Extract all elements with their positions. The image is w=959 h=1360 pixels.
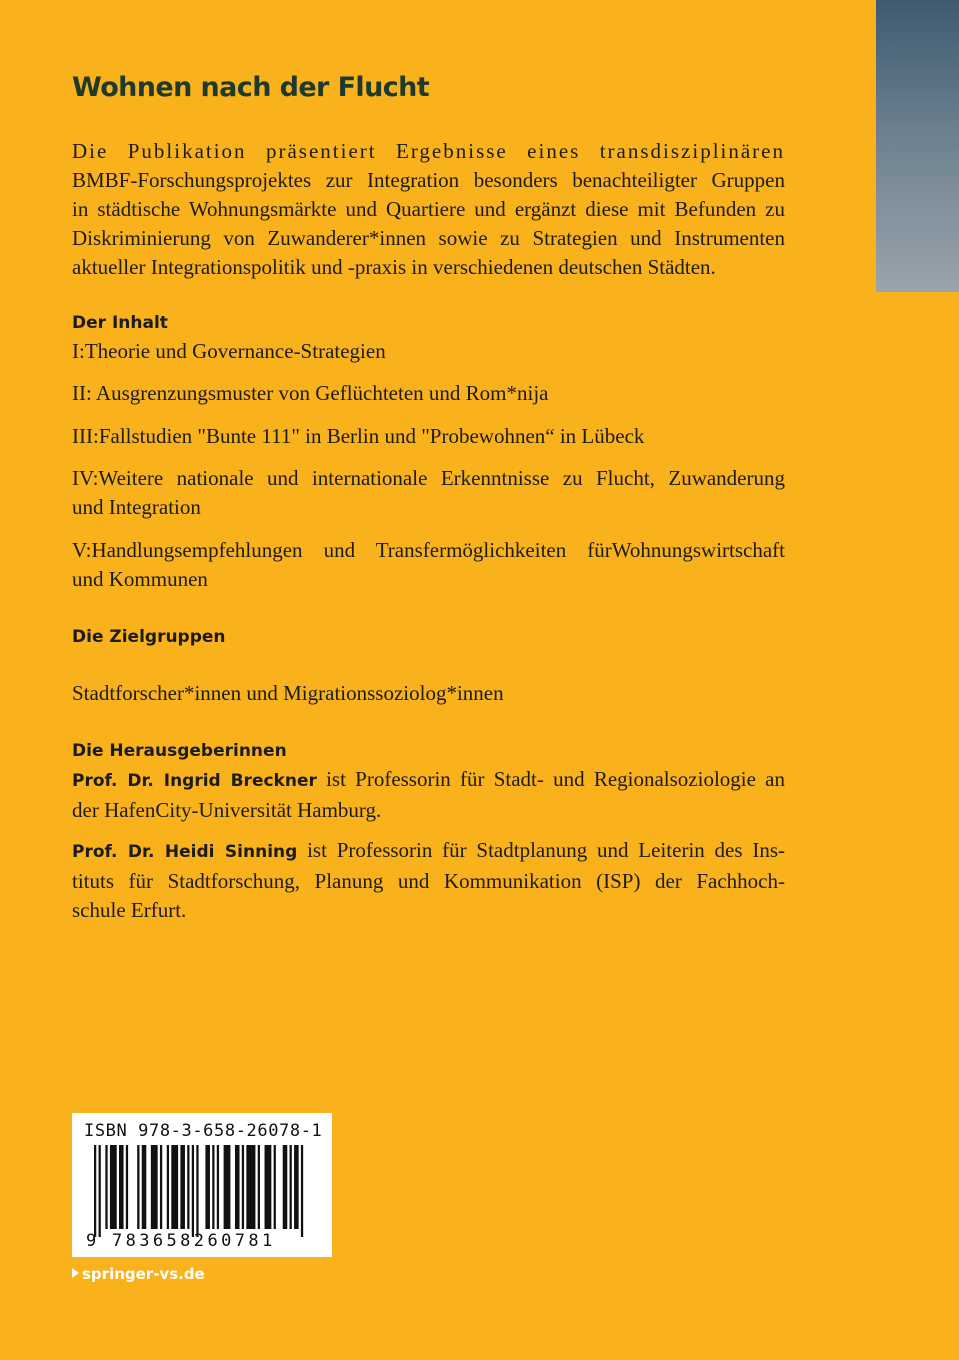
book-title: Wohnen nach der Flucht — [72, 72, 430, 103]
inhalt-item-4 — [72, 464, 785, 522]
inhalt-item-line: und Integration — [72, 495, 201, 519]
barcode-bar — [246, 1145, 255, 1229]
barcode-bar — [171, 1145, 178, 1229]
barcode-bar — [283, 1145, 288, 1229]
barcode-bars — [94, 1145, 310, 1237]
barcode-bar — [301, 1145, 303, 1237]
herausgeberinnen-heading: Die Herausgeberinnen — [72, 741, 287, 761]
intro-line: Diskriminierung von Zuwanderer*innen sowie zu Strategien und Instrumenten — [72, 226, 785, 250]
intro-paragraph — [72, 137, 785, 282]
inhalt-item-line: I:Theorie und Governance-Strategien — [72, 339, 386, 363]
inhalt-item-line: II: Ausgrenzungsmuster von Geflüchteten und Rom*nija — [72, 381, 549, 405]
zielgruppen-text: Stadtforscher*innen und Migrationssoziolog*innen — [72, 681, 504, 705]
editor-1-line-2: der HafenCity-Universität Hamburg. — [72, 798, 382, 822]
editor-2-line — [72, 836, 785, 867]
inhalt-item-line: III:Fallstudien "Bunte 111" in Berlin und "Probewohnen“ in Lübeck — [72, 424, 645, 448]
barcode-bar — [242, 1145, 244, 1229]
editor-1-line — [72, 765, 785, 796]
inhalt-item-2 — [72, 379, 785, 408]
editor-1-name: Prof. Dr. Ingrid Breckner — [72, 771, 317, 791]
inhalt-item-5 — [72, 536, 785, 594]
editor-2-bio — [72, 836, 785, 925]
barcode-bar — [180, 1145, 185, 1229]
cover-corner-panel — [876, 0, 959, 292]
barcode-bar — [205, 1145, 210, 1229]
barcode-bar — [187, 1145, 189, 1229]
zielgruppen-heading: Die Zielgruppen — [72, 627, 226, 647]
publisher-link-text: springer-vs.de — [82, 1265, 205, 1283]
barcode-bar — [110, 1145, 117, 1229]
barcode-bar — [119, 1145, 124, 1229]
barcode-bar — [235, 1145, 240, 1229]
intro-line: in städtische Wohnungsmärkte und Quartiere und ergänzt diese mit Befunden zu — [72, 197, 785, 221]
barcode-bar — [142, 1145, 147, 1229]
barcode-bar — [105, 1145, 107, 1229]
barcode-bar — [290, 1145, 292, 1229]
barcode-bar — [294, 1145, 299, 1229]
inhalt-item-line: und Kommunen — [72, 567, 208, 591]
barcode-bar — [212, 1145, 214, 1229]
isbn-label: ISBN 978-3-658-26078-1 — [84, 1121, 323, 1141]
arrow-right-icon — [72, 1268, 79, 1278]
editor-1-text: ist Professorin für Stadt- und Regionalsoziologie an — [316, 767, 785, 791]
isbn-barcode — [72, 1113, 332, 1257]
barcode-bar — [274, 1145, 276, 1229]
editor-2-line-2: tituts für Stadtforschung, Planung und Kommunikation (ISP) der Fachhoch- — [72, 869, 785, 893]
barcode-bar — [94, 1145, 96, 1237]
inhalt-heading: Der Inhalt — [72, 313, 168, 333]
barcode-bar — [258, 1145, 260, 1229]
inhalt-item-line: IV:Weitere nationale und internationale Erkenntnisse zu Flucht, Zuwanderung — [72, 466, 785, 490]
intro-line: Die Publikation präsentiert Ergebnisse eines transdisziplinären — [72, 139, 785, 163]
inhalt-item-line: V:Handlungsempfehlungen und Transfermöglichkeiten fürWohnungswirtschaft — [72, 538, 785, 562]
inhalt-item-1 — [72, 337, 785, 366]
barcode-bar — [224, 1145, 231, 1229]
editor-2-text: ist Professorin für Stadtplanung und Leiterin des Ins- — [297, 838, 785, 862]
intro-line: BMBF-Forschungsprojektes zur Integration besonders benachteiligter Gruppen — [72, 168, 785, 192]
editor-2-name: Prof. Dr. Heidi Sinning — [72, 842, 298, 862]
barcode-bar — [265, 1145, 272, 1229]
zielgruppen-text-block — [72, 679, 785, 708]
ean-first-digit: 9 — [86, 1231, 97, 1251]
barcode-bar — [196, 1145, 198, 1237]
barcode-bar — [151, 1145, 158, 1229]
barcode-bar — [167, 1145, 169, 1229]
inhalt-item-3 — [72, 422, 785, 451]
barcode-bar — [160, 1145, 162, 1229]
barcode-bar — [99, 1145, 101, 1237]
publisher-link[interactable] — [72, 1265, 205, 1283]
barcode-bar — [217, 1145, 219, 1229]
editor-1-bio — [72, 765, 785, 825]
barcode-bar — [192, 1145, 194, 1237]
intro-line: aktueller Integrationspolitik und -praxis in verschiedenen deutschen Städten. — [72, 255, 716, 279]
editor-2-line-3: schule Erfurt. — [72, 898, 187, 922]
barcode-bar — [126, 1145, 128, 1229]
barcode-bar — [137, 1145, 139, 1229]
ean-digits: 783658260781 — [112, 1231, 276, 1251]
